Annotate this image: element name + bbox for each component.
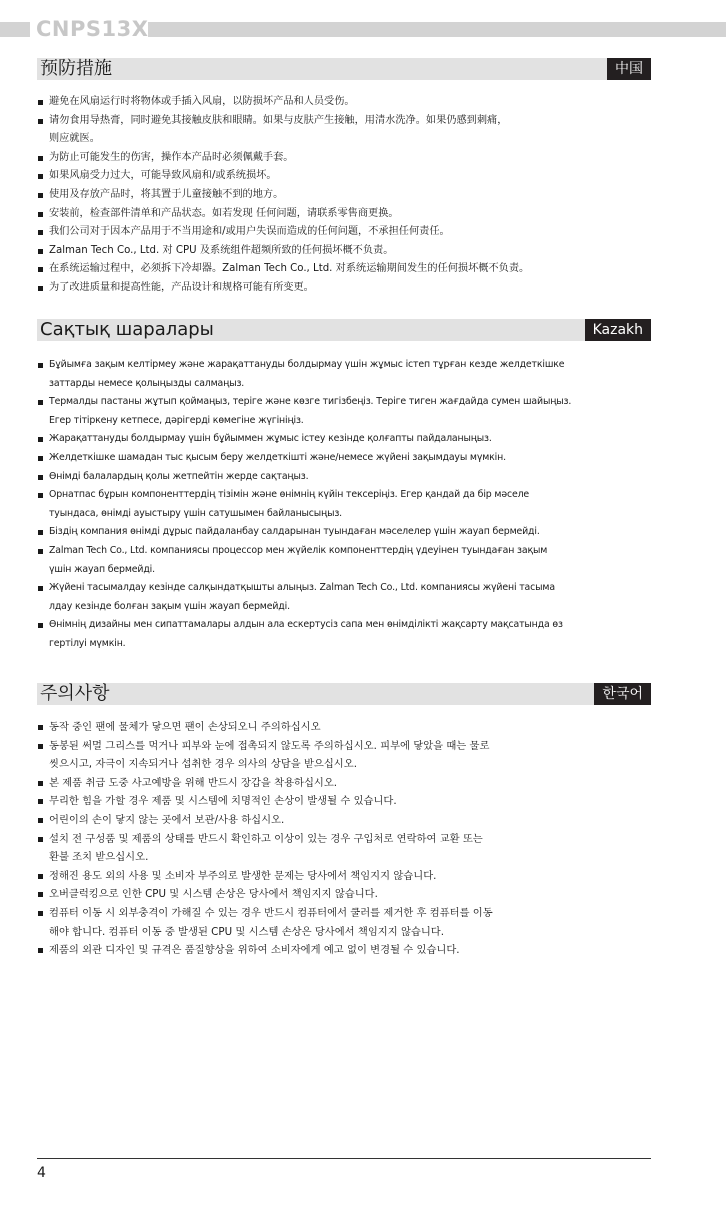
item-text: 정해진 용도 외의 사용 및 소비자 부주의로 발생한 문제는 당사에서 책임지지 않습니다. (49, 869, 437, 882)
item-text: Өнімді балалардың қолы жетпейтін жерде сақтаңыз. (49, 470, 309, 482)
list-item (37, 260, 651, 279)
item-text: 동작 중인 팬에 물체가 닿으면 팬이 손상되오니 주의하십시오 (49, 721, 321, 733)
precaution-list (37, 93, 651, 298)
bullet-icon (38, 586, 43, 591)
footer-divider (37, 1158, 651, 1159)
list-item (37, 242, 651, 261)
section-header (37, 319, 651, 341)
bullet-icon (38, 100, 43, 105)
item-text-continued: 则应就医。 (49, 133, 100, 145)
bullet-icon (38, 400, 43, 405)
bullet-icon (38, 744, 43, 749)
list-item (37, 811, 651, 830)
precaution-list (37, 718, 651, 960)
item-text: Біздің компания өнімді дұрыс пайдаланбау салдарынан туындаған мәселелер үшін жауап бермейді. (49, 526, 540, 538)
banner-bar-left (0, 22, 30, 37)
bullet-icon (38, 286, 43, 291)
list-item (37, 885, 651, 904)
item-text-continued: заттарды немесе қолыңызды салмаңыз. (49, 377, 245, 389)
bullet-icon (38, 212, 43, 217)
item-text-continued: 씻으시고, 자극이 지속되거나 섭취한 경우 의사의 상담을 받으십시오. (49, 758, 357, 771)
item-text: Орнатпас бұрын компоненттердің тізімін және өнімнің күйін тексеріңіз. Егер қандай да бір мәселе (49, 489, 530, 501)
list-item (37, 737, 651, 774)
bullet-icon (38, 249, 43, 254)
bullet-icon (38, 493, 43, 498)
list-item (37, 149, 651, 168)
item-text: Термалды пастаны жұтып қоймаңыз, теріге және көзге тигізбеңіз. Теріге тиген жағдайда сумен шайыңыз. (49, 396, 572, 408)
list-item (37, 867, 651, 886)
bullet-icon (38, 874, 43, 879)
list-item (37, 468, 651, 487)
bullet-icon (38, 818, 43, 823)
item-text: 为了改进质量和提高性能，产品设计和规格可能有所变更。 (49, 281, 314, 293)
item-text-continued: 환불 조치 받으십시오. (49, 851, 149, 864)
list-item (37, 393, 651, 430)
list-item (37, 279, 651, 298)
item-text: Бұйымға зақым келтірмеу және жарақаттануды болдырмау үшін жұмыс істеп тұрған кезде желдеткішке (49, 359, 565, 370)
item-text: 무리한 힘을 가할 경우 제품 및 시스템에 치명적인 손상이 발생될 수 있습니다. (49, 795, 397, 808)
item-text: 安装前，检查部件清单和产品状态。如若发现 任何问题，请联系零售商更换。 (49, 207, 399, 219)
list-item (37, 205, 651, 224)
item-text: 如果风扇受力过大，可能导致风扇和/或系统损坏。 (49, 170, 277, 182)
item-text: 在系统运输过程中，必须拆下冷却器。Zalman Tech Co., Ltd. 对系统运输期间发生的任何损坏概不负责。 (49, 263, 530, 275)
bullet-icon (38, 437, 43, 442)
bullet-icon (38, 725, 43, 730)
section-title: 주의사항 (40, 683, 110, 704)
item-text: 오버클럭킹으로 인한 CPU 및 시스템 손상은 당사에서 책임지지 않습니다. (49, 888, 378, 901)
section-chinese (37, 58, 651, 298)
list-item (37, 904, 651, 941)
item-text: 동봉된 써멀 그리스를 먹거나 피부와 눈에 접촉되지 않도록 주의하십시오. 피부에 닿았을 때는 물로 (49, 739, 490, 752)
bullet-icon (38, 911, 43, 916)
language-badge: 한국어 (594, 683, 651, 705)
item-text: 请勿食用导热膏，同时避免其接触皮肤和眼睛。如果与皮肤产生接触，用清水洗净。如果仍感到刺痛， (49, 114, 508, 126)
list-item (37, 718, 651, 737)
section-korean (37, 683, 651, 960)
bullet-icon (38, 174, 43, 179)
list-item (37, 941, 651, 960)
item-text: 설치 전 구성품 및 제품의 상태를 반드시 확인하고 이상이 있는 경우 구입처로 연락하여 교환 또는 (49, 832, 483, 845)
item-text-continued: гертілуі мүмкін. (49, 637, 126, 649)
item-text: Желдеткішке шамадан тыс қысым беру желдеткішті және/немесе жүйені зақымдауы мүмкін. (49, 451, 506, 463)
item-text-continued: үшін жауап бермейді. (49, 563, 155, 575)
item-text-continued: лдау кезінде болған зақым үшін жауап бермейді. (49, 600, 290, 612)
bullet-icon (38, 475, 43, 480)
banner-bar-right (148, 22, 726, 37)
list-item (37, 167, 651, 186)
item-text: 使用及存放产品时，将其置于儿童接触不到的地方。 (49, 188, 284, 200)
list-item (37, 616, 651, 653)
list-item (37, 223, 651, 242)
list-item (37, 486, 651, 523)
list-item (37, 792, 651, 811)
bullet-icon (38, 799, 43, 804)
item-text: Zalman Tech Co., Ltd. компаниясы процессор мен жүйелік компоненттердің үдеуінен туындаған зақым (49, 544, 548, 556)
bullet-icon (38, 456, 43, 461)
bullet-icon (38, 837, 43, 842)
language-badge: Kazakh (585, 319, 651, 341)
bullet-icon (38, 156, 43, 161)
list-item (37, 430, 651, 449)
section-header (37, 683, 651, 705)
item-text: 본 제품 취급 도중 사고예방을 위해 반드시 장갑을 착용하십시오. (49, 776, 338, 789)
item-text: Zalman Tech Co., Ltd. 对 CPU 及系统组件超频所致的任何损坏概不负责。 (49, 244, 394, 256)
item-text: Жарақаттануды болдырмау үшін бұйыммен жұмыс істеу кезінде қолғапты пайдаланыңыз. (49, 433, 492, 445)
list-item (37, 830, 651, 867)
bullet-icon (38, 267, 43, 272)
item-text: 제품의 외관 디자인 및 규격은 품질향상을 위하여 소비자에게 예고 없이 변경될 수 있습니다. (49, 944, 460, 957)
section-header (37, 58, 651, 80)
list-item (37, 112, 651, 149)
item-text-continued: туындаса, өнімді ауыстыру үшін сатушымен байланысыңыз. (49, 507, 343, 519)
section-kazakh (37, 319, 651, 654)
list-item (37, 93, 651, 112)
bullet-icon (38, 230, 43, 235)
list-item (37, 542, 651, 579)
bullet-icon (38, 781, 43, 786)
page-number: 4 (37, 1165, 46, 1181)
item-text: 어린이의 손이 닿지 않는 곳에서 보관/사용 하십시오. (49, 813, 285, 826)
bullet-icon (38, 119, 43, 124)
model-title: CNPS13X (36, 17, 149, 41)
item-text: 我们公司对于因本产品用于不当用途和/或用户失误而造成的任何问题，不承担任何责任。 (49, 226, 450, 238)
item-text: 避免在风扇运行时将物体或手插入风扇，以防损坏产品和人员受伤。 (49, 96, 355, 107)
bullet-icon (38, 193, 43, 198)
section-title: Сақтық шаралары (40, 319, 214, 340)
item-text: 컴퓨터 이동 시 외부충격이 가해질 수 있는 경우 반드시 컴퓨터에서 쿨러를 제거한 후 컴퓨터를 이동 (49, 906, 493, 919)
bullet-icon (38, 530, 43, 535)
list-item (37, 449, 651, 468)
bullet-icon (38, 892, 43, 897)
bullet-icon (38, 948, 43, 953)
item-text-continued: 해야 합니다. 컴퓨터 이동 중 발생된 CPU 및 시스템 손상은 당사에서 책임지지 않습니다. (49, 925, 445, 938)
top-banner (0, 0, 726, 44)
list-item (37, 186, 651, 205)
item-text: Жүйені тасымалдау кезінде салқындатқышты алыңыз. Zalman Tech Co., Ltd. компаниясы жүйені тасыма (49, 582, 555, 594)
list-item (37, 774, 651, 793)
item-text-continued: Егер тітіркену кетпесе, дәрігерді көмегіне жүгініңіз. (49, 414, 304, 426)
language-badge: 中国 (607, 58, 651, 80)
bullet-icon (38, 623, 43, 628)
bullet-icon (38, 363, 43, 368)
list-item (37, 356, 651, 393)
item-text: 为防止可能发生的伤害，操作本产品时必须佩戴手套。 (49, 151, 294, 163)
list-item (37, 523, 651, 542)
item-text: Өнімнің дизайны мен сипаттамалары алдын ала ескертусіз сапа мен өнімділікті жақсарту мақсатында өз (49, 619, 563, 631)
list-item (37, 579, 651, 616)
bullet-icon (38, 549, 43, 554)
section-title: 预防措施 (40, 58, 112, 79)
precaution-list (37, 356, 651, 654)
